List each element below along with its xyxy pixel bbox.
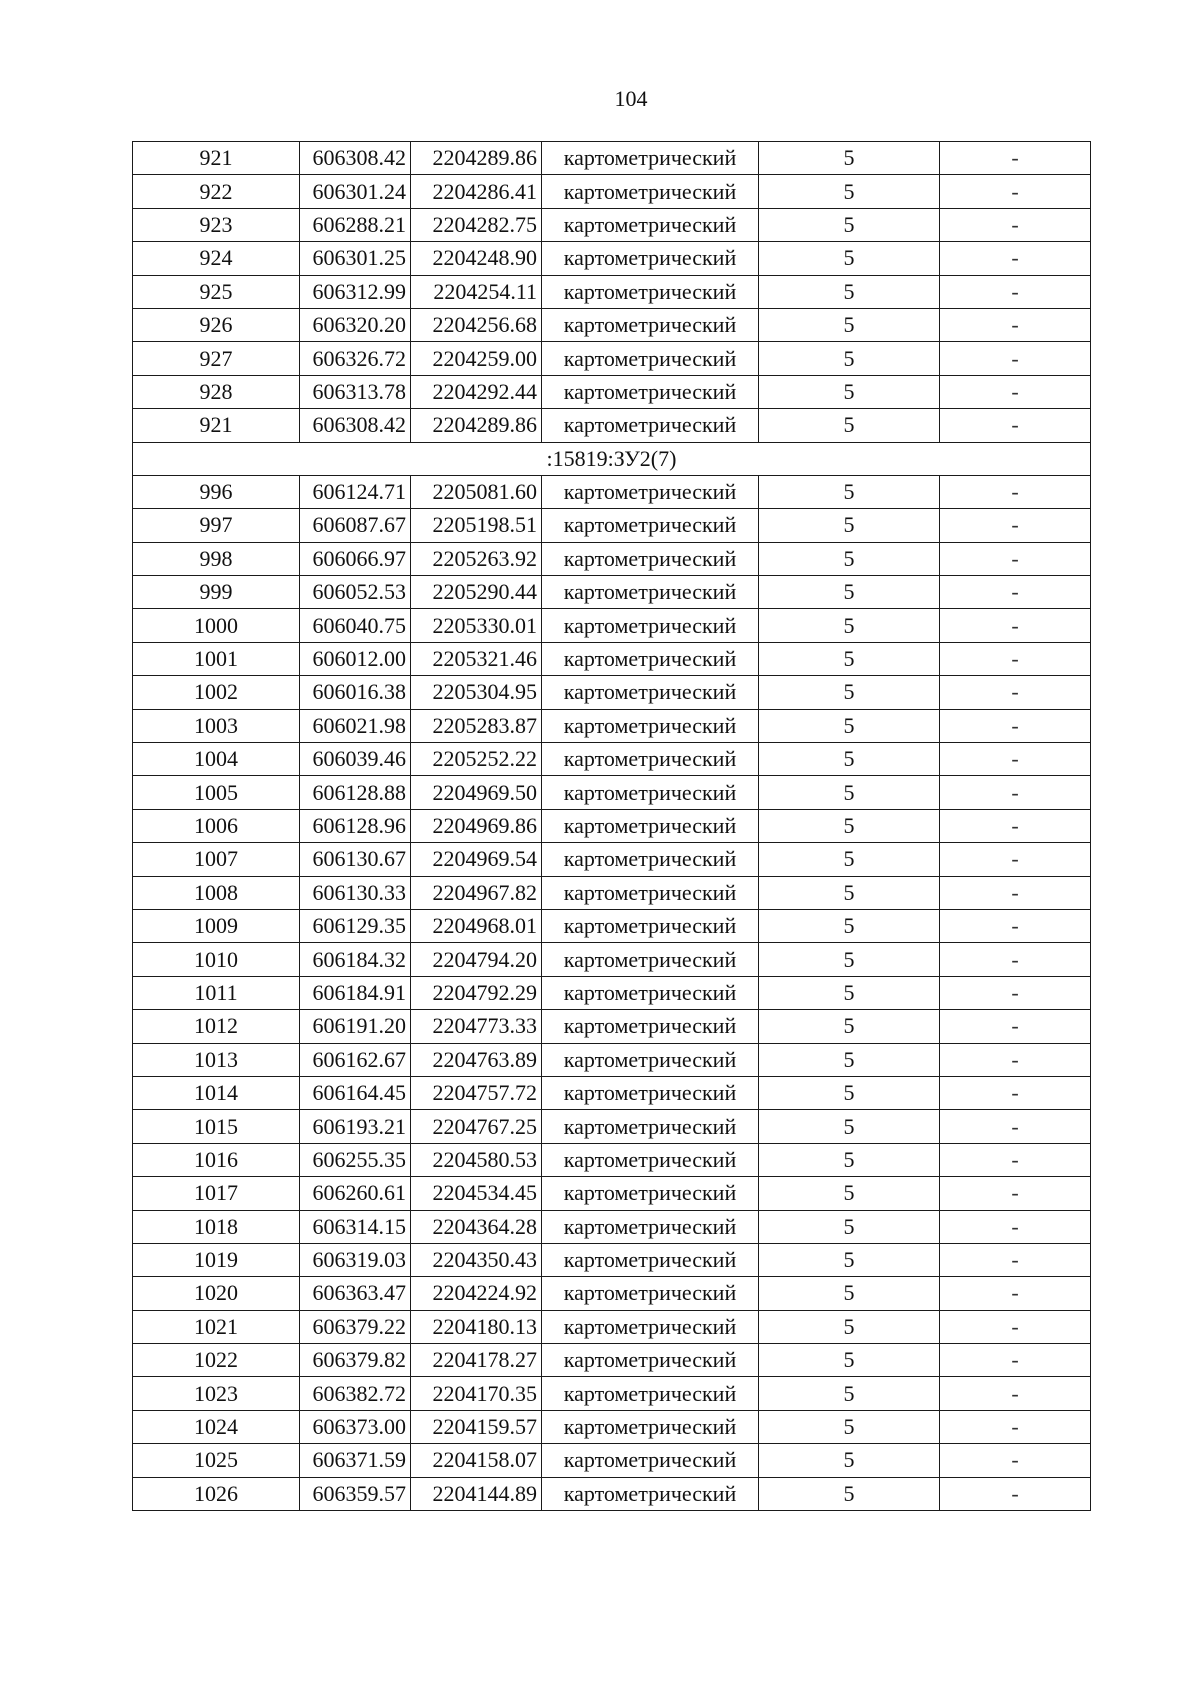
table-row xyxy=(133,843,1091,876)
note-cell: - xyxy=(940,175,1091,208)
table-row xyxy=(133,809,1091,842)
note-cell: - xyxy=(940,1477,1091,1510)
accuracy-cell: 5 xyxy=(759,943,940,976)
point-number-cell: 1015 xyxy=(133,1110,300,1143)
accuracy-cell: 5 xyxy=(759,509,940,542)
accuracy-cell: 5 xyxy=(759,1410,940,1443)
y-coordinate-cell: 2205198.51 xyxy=(411,509,542,542)
x-coordinate-cell: 606128.96 xyxy=(300,809,411,842)
method-cell: картометрический xyxy=(542,1177,759,1210)
note-cell: - xyxy=(940,576,1091,609)
note-cell: - xyxy=(940,1310,1091,1343)
point-number-cell: 1021 xyxy=(133,1310,300,1343)
table-row xyxy=(133,976,1091,1009)
accuracy-cell: 5 xyxy=(759,843,940,876)
method-cell: картометрический xyxy=(542,1143,759,1176)
point-number-cell: 1011 xyxy=(133,976,300,1009)
x-coordinate-cell: 606016.38 xyxy=(300,676,411,709)
point-number-cell: 1019 xyxy=(133,1243,300,1276)
note-cell: - xyxy=(940,1377,1091,1410)
table-row xyxy=(133,576,1091,609)
x-coordinate-cell: 606312.99 xyxy=(300,275,411,308)
table-row xyxy=(133,709,1091,742)
method-cell: картометрический xyxy=(542,1344,759,1377)
table-row xyxy=(133,342,1091,375)
note-cell: - xyxy=(940,1444,1091,1477)
accuracy-cell: 5 xyxy=(759,542,940,575)
y-coordinate-cell: 2204364.28 xyxy=(411,1210,542,1243)
point-number-cell: 926 xyxy=(133,308,300,341)
x-coordinate-cell: 606301.25 xyxy=(300,242,411,275)
method-cell: картометрический xyxy=(542,1210,759,1243)
accuracy-cell: 5 xyxy=(759,776,940,809)
x-coordinate-cell: 606129.35 xyxy=(300,909,411,942)
method-cell: картометрический xyxy=(542,743,759,776)
point-number-cell: 1006 xyxy=(133,809,300,842)
method-cell: картометрический xyxy=(542,475,759,508)
table-row xyxy=(133,1344,1091,1377)
method-cell: картометрический xyxy=(542,1010,759,1043)
x-coordinate-cell: 606066.97 xyxy=(300,542,411,575)
method-cell: картометрический xyxy=(542,1477,759,1510)
method-cell: картометрический xyxy=(542,342,759,375)
y-coordinate-cell: 2205321.46 xyxy=(411,642,542,675)
table-row xyxy=(133,1477,1091,1510)
table-row xyxy=(133,1177,1091,1210)
y-coordinate-cell: 2204767.25 xyxy=(411,1110,542,1143)
point-number-cell: 921 xyxy=(133,409,300,442)
method-cell: картометрический xyxy=(542,1277,759,1310)
table-row xyxy=(133,242,1091,275)
y-coordinate-cell: 2204292.44 xyxy=(411,375,542,408)
method-cell: картометрический xyxy=(542,709,759,742)
point-number-cell: 923 xyxy=(133,208,300,241)
y-coordinate-cell: 2204170.35 xyxy=(411,1377,542,1410)
method-cell: картометрический xyxy=(542,642,759,675)
method-cell: картометрический xyxy=(542,776,759,809)
method-cell: картометрический xyxy=(542,542,759,575)
method-cell: картометрический xyxy=(542,409,759,442)
y-coordinate-cell: 2204282.75 xyxy=(411,208,542,241)
point-number-cell: 1008 xyxy=(133,876,300,909)
table-row xyxy=(133,642,1091,675)
y-coordinate-cell: 2205290.44 xyxy=(411,576,542,609)
x-coordinate-cell: 606184.91 xyxy=(300,976,411,1009)
method-cell: картометрический xyxy=(542,242,759,275)
accuracy-cell: 5 xyxy=(759,375,940,408)
method-cell: картометрический xyxy=(542,1243,759,1276)
accuracy-cell: 5 xyxy=(759,609,940,642)
method-cell: картометрический xyxy=(542,375,759,408)
x-coordinate-cell: 606164.45 xyxy=(300,1076,411,1109)
table-row xyxy=(133,1210,1091,1243)
table-row xyxy=(133,275,1091,308)
note-cell: - xyxy=(940,542,1091,575)
accuracy-cell: 5 xyxy=(759,1243,940,1276)
table-row xyxy=(133,409,1091,442)
accuracy-cell: 5 xyxy=(759,409,940,442)
method-cell: картометрический xyxy=(542,509,759,542)
accuracy-cell: 5 xyxy=(759,1444,940,1477)
table-row xyxy=(133,1310,1091,1343)
method-cell: картометрический xyxy=(542,1076,759,1109)
note-cell: - xyxy=(940,1010,1091,1043)
accuracy-cell: 5 xyxy=(759,275,940,308)
point-number-cell: 1005 xyxy=(133,776,300,809)
table-row xyxy=(133,1010,1091,1043)
note-cell: - xyxy=(940,909,1091,942)
accuracy-cell: 5 xyxy=(759,909,940,942)
x-coordinate-cell: 606320.20 xyxy=(300,308,411,341)
accuracy-cell: 5 xyxy=(759,1043,940,1076)
accuracy-cell: 5 xyxy=(759,1110,940,1143)
x-coordinate-cell: 606301.24 xyxy=(300,175,411,208)
note-cell: - xyxy=(940,409,1091,442)
table-row xyxy=(133,743,1091,776)
point-number-cell: 1017 xyxy=(133,1177,300,1210)
y-coordinate-cell: 2204259.00 xyxy=(411,342,542,375)
y-coordinate-cell: 2204534.45 xyxy=(411,1177,542,1210)
coordinates-table xyxy=(132,141,1091,1511)
point-number-cell: 922 xyxy=(133,175,300,208)
method-cell: картометрический xyxy=(542,843,759,876)
accuracy-cell: 5 xyxy=(759,1177,940,1210)
table-row xyxy=(133,1043,1091,1076)
x-coordinate-cell: 606128.88 xyxy=(300,776,411,809)
accuracy-cell: 5 xyxy=(759,475,940,508)
x-coordinate-cell: 606371.59 xyxy=(300,1444,411,1477)
coordinates-table-body xyxy=(133,142,1091,1511)
table-row xyxy=(133,1143,1091,1176)
table-row xyxy=(133,876,1091,909)
note-cell: - xyxy=(940,676,1091,709)
y-coordinate-cell: 2205330.01 xyxy=(411,609,542,642)
y-coordinate-cell: 2204773.33 xyxy=(411,1010,542,1043)
y-coordinate-cell: 2204763.89 xyxy=(411,1043,542,1076)
table-row xyxy=(133,1243,1091,1276)
x-coordinate-cell: 606124.71 xyxy=(300,475,411,508)
method-cell: картометрический xyxy=(542,1310,759,1343)
x-coordinate-cell: 606382.72 xyxy=(300,1377,411,1410)
table-row xyxy=(133,509,1091,542)
accuracy-cell: 5 xyxy=(759,1377,940,1410)
note-cell: - xyxy=(940,1143,1091,1176)
accuracy-cell: 5 xyxy=(759,1310,940,1343)
table-row xyxy=(133,308,1091,341)
note-cell: - xyxy=(940,609,1091,642)
table-row xyxy=(133,609,1091,642)
y-coordinate-cell: 2204144.89 xyxy=(411,1477,542,1510)
note-cell: - xyxy=(940,976,1091,1009)
note-cell: - xyxy=(940,1410,1091,1443)
point-number-cell: 1003 xyxy=(133,709,300,742)
page-number: 104 xyxy=(614,86,648,111)
x-coordinate-cell: 606021.98 xyxy=(300,709,411,742)
accuracy-cell: 5 xyxy=(759,809,940,842)
accuracy-cell: 5 xyxy=(759,142,940,175)
x-coordinate-cell: 606319.03 xyxy=(300,1243,411,1276)
table-row xyxy=(133,1277,1091,1310)
method-cell: картометрический xyxy=(542,943,759,976)
point-number-cell: 1012 xyxy=(133,1010,300,1043)
note-cell: - xyxy=(940,375,1091,408)
point-number-cell: 1022 xyxy=(133,1344,300,1377)
x-coordinate-cell: 606308.42 xyxy=(300,142,411,175)
accuracy-cell: 5 xyxy=(759,1143,940,1176)
x-coordinate-cell: 606373.00 xyxy=(300,1410,411,1443)
y-coordinate-cell: 2205252.22 xyxy=(411,743,542,776)
table-row xyxy=(133,142,1091,175)
x-coordinate-cell: 606191.20 xyxy=(300,1010,411,1043)
note-cell: - xyxy=(940,275,1091,308)
point-number-cell: 996 xyxy=(133,475,300,508)
y-coordinate-cell: 2204967.82 xyxy=(411,876,542,909)
y-coordinate-cell: 2204178.27 xyxy=(411,1344,542,1377)
method-cell: картометрический xyxy=(542,175,759,208)
table-row xyxy=(133,208,1091,241)
method-cell: картометрический xyxy=(542,976,759,1009)
point-number-cell: 927 xyxy=(133,342,300,375)
method-cell: картометрический xyxy=(542,1410,759,1443)
method-cell: картометрический xyxy=(542,308,759,341)
note-cell: - xyxy=(940,743,1091,776)
point-number-cell: 998 xyxy=(133,542,300,575)
note-cell: - xyxy=(940,475,1091,508)
note-cell: - xyxy=(940,1177,1091,1210)
x-coordinate-cell: 606012.00 xyxy=(300,642,411,675)
y-coordinate-cell: 2204969.50 xyxy=(411,776,542,809)
x-coordinate-cell: 606162.67 xyxy=(300,1043,411,1076)
accuracy-cell: 5 xyxy=(759,976,940,1009)
note-cell: - xyxy=(940,1076,1091,1109)
note-cell: - xyxy=(940,1043,1091,1076)
note-cell: - xyxy=(940,1344,1091,1377)
point-number-cell: 921 xyxy=(133,142,300,175)
y-coordinate-cell: 2204350.43 xyxy=(411,1243,542,1276)
y-coordinate-cell: 2204158.07 xyxy=(411,1444,542,1477)
point-number-cell: 1009 xyxy=(133,909,300,942)
x-coordinate-cell: 606255.35 xyxy=(300,1143,411,1176)
x-coordinate-cell: 606326.72 xyxy=(300,342,411,375)
point-number-cell: 1001 xyxy=(133,642,300,675)
note-cell: - xyxy=(940,943,1091,976)
method-cell: картометрический xyxy=(542,1043,759,1076)
note-cell: - xyxy=(940,776,1091,809)
x-coordinate-cell: 606130.33 xyxy=(300,876,411,909)
note-cell: - xyxy=(940,308,1091,341)
method-cell: картометрический xyxy=(542,876,759,909)
y-coordinate-cell: 2204580.53 xyxy=(411,1143,542,1176)
point-number-cell: 1000 xyxy=(133,609,300,642)
note-cell: - xyxy=(940,843,1091,876)
table-row xyxy=(133,1377,1091,1410)
accuracy-cell: 5 xyxy=(759,208,940,241)
x-coordinate-cell: 606308.42 xyxy=(300,409,411,442)
accuracy-cell: 5 xyxy=(759,175,940,208)
method-cell: картометрический xyxy=(542,609,759,642)
table-row xyxy=(133,1076,1091,1109)
x-coordinate-cell: 606087.67 xyxy=(300,509,411,542)
note-cell: - xyxy=(940,876,1091,909)
method-cell: картометрический xyxy=(542,142,759,175)
table-row xyxy=(133,943,1091,976)
table-row xyxy=(133,175,1091,208)
y-coordinate-cell: 2205283.87 xyxy=(411,709,542,742)
method-cell: картометрический xyxy=(542,275,759,308)
y-coordinate-cell: 2205304.95 xyxy=(411,676,542,709)
note-cell: - xyxy=(940,509,1091,542)
point-number-cell: 924 xyxy=(133,242,300,275)
point-number-cell: 1024 xyxy=(133,1410,300,1443)
method-cell: картометрический xyxy=(542,1444,759,1477)
y-coordinate-cell: 2204224.92 xyxy=(411,1277,542,1310)
note-cell: - xyxy=(940,1110,1091,1143)
note-cell: - xyxy=(940,642,1091,675)
note-cell: - xyxy=(940,709,1091,742)
method-cell: картометрический xyxy=(542,1377,759,1410)
y-coordinate-cell: 2204159.57 xyxy=(411,1410,542,1443)
note-cell: - xyxy=(940,342,1091,375)
x-coordinate-cell: 606359.57 xyxy=(300,1477,411,1510)
point-number-cell: 1026 xyxy=(133,1477,300,1510)
point-number-cell: 999 xyxy=(133,576,300,609)
table-row xyxy=(133,676,1091,709)
accuracy-cell: 5 xyxy=(759,1344,940,1377)
table-row xyxy=(133,1410,1091,1443)
accuracy-cell: 5 xyxy=(759,242,940,275)
table-row xyxy=(133,776,1091,809)
y-coordinate-cell: 2204254.11 xyxy=(411,275,542,308)
x-coordinate-cell: 606040.75 xyxy=(300,609,411,642)
x-coordinate-cell: 606379.82 xyxy=(300,1344,411,1377)
section-title: :15819:ЗУ2(7) xyxy=(133,442,1091,475)
table-row xyxy=(133,542,1091,575)
x-coordinate-cell: 606193.21 xyxy=(300,1110,411,1143)
point-number-cell: 1020 xyxy=(133,1277,300,1310)
point-number-cell: 928 xyxy=(133,375,300,408)
y-coordinate-cell: 2204180.13 xyxy=(411,1310,542,1343)
method-cell: картометрический xyxy=(542,1110,759,1143)
point-number-cell: 1025 xyxy=(133,1444,300,1477)
x-coordinate-cell: 606314.15 xyxy=(300,1210,411,1243)
point-number-cell: 1016 xyxy=(133,1143,300,1176)
y-coordinate-cell: 2204289.86 xyxy=(411,142,542,175)
table-row xyxy=(133,475,1091,508)
accuracy-cell: 5 xyxy=(759,1076,940,1109)
accuracy-cell: 5 xyxy=(759,1210,940,1243)
y-coordinate-cell: 2204969.54 xyxy=(411,843,542,876)
x-coordinate-cell: 606313.78 xyxy=(300,375,411,408)
accuracy-cell: 5 xyxy=(759,576,940,609)
x-coordinate-cell: 606363.47 xyxy=(300,1277,411,1310)
note-cell: - xyxy=(940,208,1091,241)
point-number-cell: 925 xyxy=(133,275,300,308)
note-cell: - xyxy=(940,142,1091,175)
x-coordinate-cell: 606379.22 xyxy=(300,1310,411,1343)
point-number-cell: 1004 xyxy=(133,743,300,776)
y-coordinate-cell: 2205263.92 xyxy=(411,542,542,575)
y-coordinate-cell: 2204289.86 xyxy=(411,409,542,442)
y-coordinate-cell: 2204286.41 xyxy=(411,175,542,208)
accuracy-cell: 5 xyxy=(759,676,940,709)
table-row xyxy=(133,909,1091,942)
y-coordinate-cell: 2204968.01 xyxy=(411,909,542,942)
table-row xyxy=(133,1110,1091,1143)
accuracy-cell: 5 xyxy=(759,642,940,675)
table-row xyxy=(133,375,1091,408)
method-cell: картометрический xyxy=(542,676,759,709)
method-cell: картометрический xyxy=(542,208,759,241)
y-coordinate-cell: 2204794.20 xyxy=(411,943,542,976)
y-coordinate-cell: 2204256.68 xyxy=(411,308,542,341)
point-number-cell: 1002 xyxy=(133,676,300,709)
x-coordinate-cell: 606052.53 xyxy=(300,576,411,609)
point-number-cell: 1023 xyxy=(133,1377,300,1410)
point-number-cell: 1014 xyxy=(133,1076,300,1109)
accuracy-cell: 5 xyxy=(759,1010,940,1043)
point-number-cell: 1013 xyxy=(133,1043,300,1076)
y-coordinate-cell: 2204792.29 xyxy=(411,976,542,1009)
note-cell: - xyxy=(940,242,1091,275)
y-coordinate-cell: 2204969.86 xyxy=(411,809,542,842)
y-coordinate-cell: 2204757.72 xyxy=(411,1076,542,1109)
note-cell: - xyxy=(940,809,1091,842)
note-cell: - xyxy=(940,1277,1091,1310)
section-row xyxy=(133,442,1091,475)
y-coordinate-cell: 2204248.90 xyxy=(411,242,542,275)
accuracy-cell: 5 xyxy=(759,342,940,375)
y-coordinate-cell: 2205081.60 xyxy=(411,475,542,508)
x-coordinate-cell: 606039.46 xyxy=(300,743,411,776)
method-cell: картометрический xyxy=(542,576,759,609)
accuracy-cell: 5 xyxy=(759,1277,940,1310)
accuracy-cell: 5 xyxy=(759,743,940,776)
accuracy-cell: 5 xyxy=(759,876,940,909)
accuracy-cell: 5 xyxy=(759,709,940,742)
x-coordinate-cell: 606288.21 xyxy=(300,208,411,241)
method-cell: картометрический xyxy=(542,909,759,942)
method-cell: картометрический xyxy=(542,809,759,842)
point-number-cell: 1007 xyxy=(133,843,300,876)
point-number-cell: 1018 xyxy=(133,1210,300,1243)
x-coordinate-cell: 606184.32 xyxy=(300,943,411,976)
note-cell: - xyxy=(940,1210,1091,1243)
note-cell: - xyxy=(940,1243,1091,1276)
x-coordinate-cell: 606260.61 xyxy=(300,1177,411,1210)
accuracy-cell: 5 xyxy=(759,1477,940,1510)
point-number-cell: 997 xyxy=(133,509,300,542)
table-row xyxy=(133,1444,1091,1477)
point-number-cell: 1010 xyxy=(133,943,300,976)
x-coordinate-cell: 606130.67 xyxy=(300,843,411,876)
accuracy-cell: 5 xyxy=(759,308,940,341)
